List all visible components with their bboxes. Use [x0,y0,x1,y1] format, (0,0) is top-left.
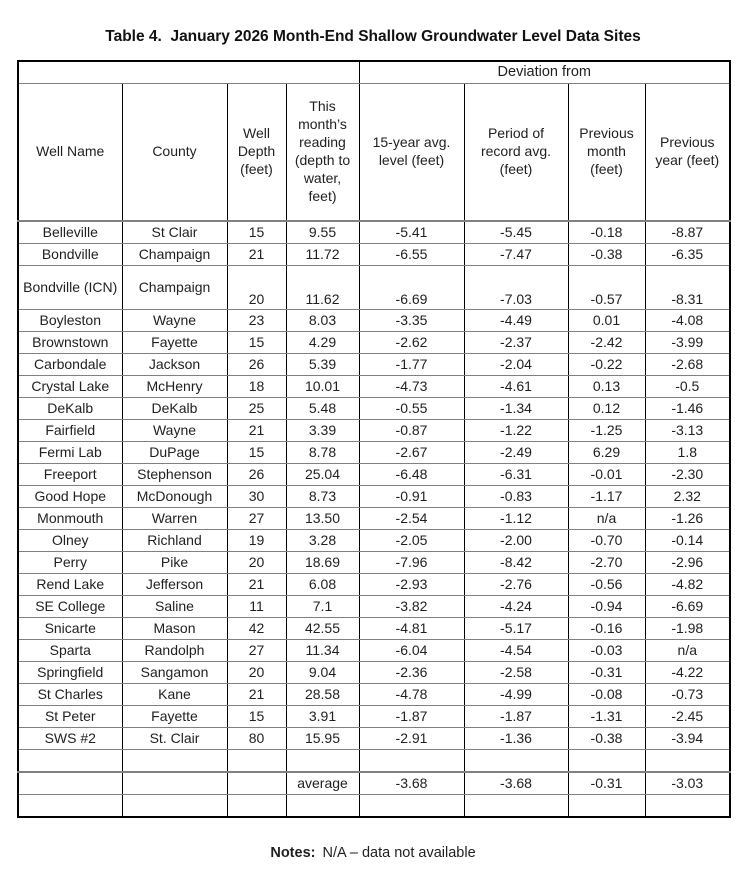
table-cell: 20 [227,266,286,310]
table-cell: DeKalb [18,398,122,420]
table-cell: -2.49 [464,442,568,464]
table-cell: 15 [227,706,286,728]
table-cell: Monmouth [18,508,122,530]
table-cell: 6.29 [568,442,645,464]
table-cell: -7.03 [464,266,568,310]
table-cell: -2.37 [464,332,568,354]
table-row [18,552,730,574]
table-row [18,244,730,266]
table-cell: 4.29 [286,332,359,354]
table-cell: 11.34 [286,640,359,662]
table-cell: 13.50 [286,508,359,530]
table-cell: Pike [122,552,227,574]
table-cell: -2.42 [568,332,645,354]
table-cell: -3.82 [359,596,464,618]
table-cell: 26 [227,354,286,376]
table-cell: DuPage [122,442,227,464]
table-row [18,530,730,552]
table-cell: DeKalb [122,398,227,420]
table-cell: 80 [227,728,286,750]
table-cell: -0.83 [464,486,568,508]
table-cell: Boyleston [18,310,122,332]
table-cell [464,795,568,818]
table-cell: -1.22 [464,420,568,442]
table-cell: -0.73 [645,684,730,706]
col-header-15-year-avg: 15-year avg. level (feet) [359,84,464,222]
table-cell: Crystal Lake [18,376,122,398]
table-cell: -6.55 [359,244,464,266]
table-cell: 18.69 [286,552,359,574]
table-cell: -0.94 [568,596,645,618]
table-cell: 8.73 [286,486,359,508]
table-cell: 19 [227,530,286,552]
table-cell: -6.48 [359,464,464,486]
table-cell: Belleville [18,221,122,244]
table-cell: St Clair [122,221,227,244]
table-cell [286,795,359,818]
table-cell: 20 [227,662,286,684]
table-cell: -4.24 [464,596,568,618]
table-cell [122,750,227,773]
table-cell: -3.03 [645,772,730,795]
col-header-county: County [122,84,227,222]
table-cell: Saline [122,596,227,618]
table-cell: St Charles [18,684,122,706]
table-cell: -2.96 [645,552,730,574]
table-cell: average [286,772,359,795]
table-cell [227,795,286,818]
header-spacer-cell [18,61,359,84]
table-cell: -0.55 [359,398,464,420]
deviation-from-header: Deviation from [359,61,730,84]
table-cell: 21 [227,574,286,596]
table-cell: Bondville [18,244,122,266]
table-cell: -1.87 [464,706,568,728]
table-cell: -4.61 [464,376,568,398]
table-cell: 9.55 [286,221,359,244]
table-cell: -4.99 [464,684,568,706]
table-cell [18,772,122,795]
table-cell [464,750,568,773]
table-cell: -0.38 [568,728,645,750]
table-cell: 6.08 [286,574,359,596]
table-cell: 5.48 [286,398,359,420]
table-cell: Randolph [122,640,227,662]
column-header-row [18,84,730,222]
table-cell: Rend Lake [18,574,122,596]
table-row [18,706,730,728]
table-row [18,684,730,706]
table-cell: -3.94 [645,728,730,750]
table-cell: St. Clair [122,728,227,750]
table-cell: 42.55 [286,618,359,640]
groundwater-data-table [17,60,731,818]
table-cell: 7.1 [286,596,359,618]
header-band-row [18,61,730,84]
table-cell: -0.03 [568,640,645,662]
table-cell: 11.62 [286,266,359,310]
table-cell: -0.56 [568,574,645,596]
table-cell: 21 [227,684,286,706]
table-cell [286,750,359,773]
table-cell: 27 [227,508,286,530]
table-cell: Richland [122,530,227,552]
table-cell: n/a [568,508,645,530]
table-cell: -0.16 [568,618,645,640]
table-row [18,420,730,442]
table-cell: -1.98 [645,618,730,640]
table-cell: Stephenson [122,464,227,486]
table-cell: -2.54 [359,508,464,530]
table-cell [122,795,227,818]
table-cell: -1.26 [645,508,730,530]
table-cell: -7.47 [464,244,568,266]
table-cell: -1.12 [464,508,568,530]
table-cell: Warren [122,508,227,530]
table-cell: -2.36 [359,662,464,684]
col-header-previous-month: Previous month (feet) [568,84,645,222]
table-cell: 10.01 [286,376,359,398]
table-cell: -0.87 [359,420,464,442]
table-cell: -2.91 [359,728,464,750]
table-cell: 3.91 [286,706,359,728]
table-cell: 25 [227,398,286,420]
table-cell: -0.08 [568,684,645,706]
table-cell: 23 [227,310,286,332]
table-cell: 11.72 [286,244,359,266]
table-cell: -5.17 [464,618,568,640]
table-cell: -6.69 [359,266,464,310]
table-cell: Carbondale [18,354,122,376]
table-cell: Champaign [122,244,227,266]
table-cell: Fayette [122,706,227,728]
table-cell: -2.58 [464,662,568,684]
table-cell: -4.08 [645,310,730,332]
table-cell: -0.22 [568,354,645,376]
table-cell: -4.73 [359,376,464,398]
table-cell: 30 [227,486,286,508]
table-cell: -1.25 [568,420,645,442]
table-cell: Brownstown [18,332,122,354]
table-cell: 3.39 [286,420,359,442]
table-cell: Mason [122,618,227,640]
table-cell: -6.31 [464,464,568,486]
table-cell: 0.13 [568,376,645,398]
table-cell: -3.68 [359,772,464,795]
table-row [18,464,730,486]
table-cell: -3.68 [464,772,568,795]
col-header-previous-year: Previous year (feet) [645,84,730,222]
table-cell: 0.12 [568,398,645,420]
table-cell: 15 [227,221,286,244]
table-cell: -0.31 [568,662,645,684]
table-cell: Perry [18,552,122,574]
table-cell: -4.78 [359,684,464,706]
table-cell: -1.34 [464,398,568,420]
table-row [18,508,730,530]
table-cell: 18 [227,376,286,398]
notes [0,845,746,861]
table-row [18,221,730,244]
table-cell: -2.67 [359,442,464,464]
table-cell: Olney [18,530,122,552]
table-cell: -1.46 [645,398,730,420]
table-cell [227,772,286,795]
table-cell: -4.82 [645,574,730,596]
table-cell [227,750,286,773]
table-cell: -1.77 [359,354,464,376]
table-cell: -2.30 [645,464,730,486]
table-cell: -2.00 [464,530,568,552]
table-cell: -0.57 [568,266,645,310]
table-cell: -0.18 [568,221,645,244]
table-row [18,310,730,332]
table-cell: -0.5 [645,376,730,398]
table-cell: -0.31 [568,772,645,795]
table-cell: -0.14 [645,530,730,552]
table-cell: 1.8 [645,442,730,464]
table-cell: -8.42 [464,552,568,574]
table-cell: 20 [227,552,286,574]
blank-row [18,750,730,773]
table-cell: 27 [227,640,286,662]
table-row [18,398,730,420]
blank-row [18,795,730,818]
table-title: Table 4. January 2026 Month-End Shallow Groundwater Level Data Sites [105,28,641,45]
table-cell: -1.17 [568,486,645,508]
table-cell: -0.91 [359,486,464,508]
table-cell: -0.01 [568,464,645,486]
table-cell: McDonough [122,486,227,508]
table-cell: -2.76 [464,574,568,596]
table-cell: Fairfield [18,420,122,442]
table-row [18,640,730,662]
table-cell: -6.35 [645,244,730,266]
table-cell: -2.05 [359,530,464,552]
table-cell: Jackson [122,354,227,376]
table-cell: -1.87 [359,706,464,728]
table-cell [359,750,464,773]
table-cell: -4.81 [359,618,464,640]
table-cell [122,772,227,795]
table-cell: n/a [645,640,730,662]
table-cell: 26 [227,464,286,486]
table-cell: Good Hope [18,486,122,508]
table-cell: 8.03 [286,310,359,332]
table-cell [18,750,122,773]
table-cell: Freeport [18,464,122,486]
table-cell: -2.04 [464,354,568,376]
table-cell: -7.96 [359,552,464,574]
table-cell: -0.38 [568,244,645,266]
col-header-well-name: Well Name [18,84,122,222]
table-cell: -2.45 [645,706,730,728]
table-cell: McHenry [122,376,227,398]
table-cell: -3.13 [645,420,730,442]
table-cell [645,795,730,818]
table-cell: -2.68 [645,354,730,376]
table-cell [359,795,464,818]
table-cell: -1.31 [568,706,645,728]
table-cell: Snicarte [18,618,122,640]
table-cell: Sparta [18,640,122,662]
average-row [18,772,730,795]
table-cell: Springfield [18,662,122,684]
table-row [18,332,730,354]
table-row [18,354,730,376]
notes-label: Notes: [270,845,316,861]
table-cell: Jefferson [122,574,227,596]
table-cell: -3.99 [645,332,730,354]
table-cell: -6.04 [359,640,464,662]
table-row [18,486,730,508]
table-cell: -8.31 [645,266,730,310]
table-cell: 28.58 [286,684,359,706]
notes-text: N/A – data not available [322,845,476,861]
table-cell: 8.78 [286,442,359,464]
table-row [18,596,730,618]
table-cell: Champaign [122,266,227,310]
table-row [18,618,730,640]
table-cell: -2.93 [359,574,464,596]
table-cell: -4.22 [645,662,730,684]
table-cell: 0.01 [568,310,645,332]
table-cell: Fermi Lab [18,442,122,464]
table-cell: -3.35 [359,310,464,332]
table-cell: -2.62 [359,332,464,354]
table-cell: 15.95 [286,728,359,750]
col-header-well-depth: Well Depth (feet) [227,84,286,222]
table-cell: -2.70 [568,552,645,574]
table-row [18,442,730,464]
table-cell: -8.87 [645,221,730,244]
table-row [18,728,730,750]
table-body [18,221,730,817]
col-header-this-months-reading: This month’s reading (depth to water, feet) [286,84,359,222]
table-cell: 15 [227,442,286,464]
table-cell: 11 [227,596,286,618]
table-cell [568,750,645,773]
table-cell: 21 [227,420,286,442]
table-cell: -1.36 [464,728,568,750]
table-cell: Fayette [122,332,227,354]
table-cell: 25.04 [286,464,359,486]
table-cell: Wayne [122,420,227,442]
table-cell [645,750,730,773]
table-cell: 9.04 [286,662,359,684]
table-cell [18,795,122,818]
table-cell: -0.70 [568,530,645,552]
table-cell: Bondville (ICN) [18,266,122,310]
col-header-period-of-record-avg: Period of record avg. (feet) [464,84,568,222]
table-cell: 21 [227,244,286,266]
table-cell: -5.45 [464,221,568,244]
table-row [18,574,730,596]
table-cell: 2.32 [645,486,730,508]
table-row [18,266,730,310]
table-cell: Wayne [122,310,227,332]
table-cell: -4.54 [464,640,568,662]
table-cell: 42 [227,618,286,640]
table-row [18,662,730,684]
table-cell: -4.49 [464,310,568,332]
table-cell: -5.41 [359,221,464,244]
table-cell: 3.28 [286,530,359,552]
table-cell: 15 [227,332,286,354]
table-cell [568,795,645,818]
table-cell: Kane [122,684,227,706]
table-cell: St Peter [18,706,122,728]
table-cell: -6.69 [645,596,730,618]
table-cell: SE College [18,596,122,618]
table-row [18,376,730,398]
table-cell: 5.39 [286,354,359,376]
table-cell: SWS #2 [18,728,122,750]
table-cell: Sangamon [122,662,227,684]
